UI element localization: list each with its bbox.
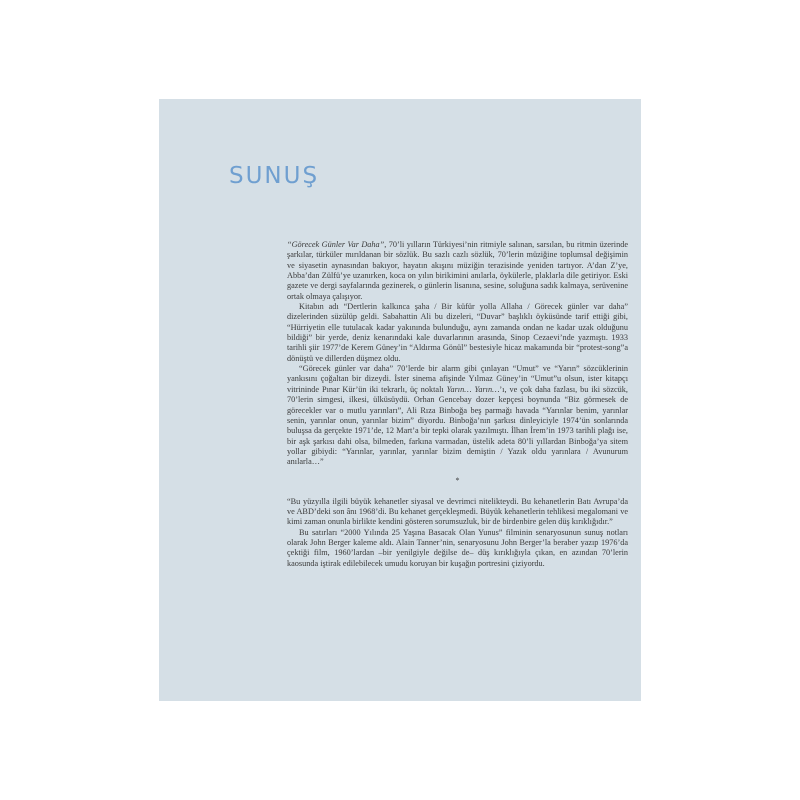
section-separator: * bbox=[455, 475, 460, 485]
paragraph-1-text: , 70’li yılların Türkiyesi’nin ritmiyle salınan, sarsılan, bu ritmin üzerinde şarkılar, türküler mırıldanan bir sözlük. Bu sazlı cazlı sözlük, 70’lerin müziğine toplumsal değişimin ve siyasetin aynasından bakıyor, hayatın akışını müziğin terazisinde yeniden tartıyor. A’dan Z’ye, Abba’dan Zülfü’ye uzanırken, koca on yılın birikimini anılarla, öykülerle, plaklarla dile getiriyor. Eski gazete ve dergi sayfalarında gezinerek, o günlerin lisanına, sesine, soluğuna sadık kalmaya, serüvenine ortak olmaya çalışıyor. bbox=[287, 240, 628, 301]
page-content bbox=[159, 99, 641, 701]
paragraph-3-text-a: “Görecek günler var daha” 70’lerde bir alarm gibi çınlayan “Umut” ve “Yarın” sözcüklerinin yankısını çoğaltan bir dizeydi. İster sinema afişinde Yılmaz Güney’in “Umut”u olsun, ister kitapçı vitrininde Pınar Kür’ün iki tekrarlı, üç noktalı bbox=[287, 364, 628, 394]
paragraph-1 bbox=[287, 240, 628, 302]
paragraph-3 bbox=[287, 364, 628, 467]
body-text bbox=[287, 240, 628, 569]
second-section bbox=[287, 497, 628, 569]
paragraph-5: Bu satırları “2000 Yılında 25 Yaşına Basacak Olan Yunus” filminin senaryosunun sunuş notları olarak John Berger kaleme aldı. Alain Tanner’nin, senaryosunu John Berger’la beraber yazıp 1976’da çektiği film, 1960’lardan –bir yenilgiyle değilse de– düş kırıklığıyla çıkan, en azından 70’lerin kaosunda iştirak edilebilecek umudu koruyan bir kuşağın portresini çiziyordu. bbox=[287, 527, 628, 568]
paragraph-3-italic: Yarın… Yarın… bbox=[446, 384, 500, 394]
paragraph-2: Kitabın adı “Dertlerin kalkınca şaha / Bir küfür yolla Allaha / Görecek günler var daha” dizelerinden süzülüp geldi. Sabahattin Ali bu dizeleri, “Duvar” başlıklı öyküsünde tarif ettiği gibi, “Hürriyetin elle tutulacak kadar yakınında bulunduğu, aynı zamanda ondan ne kadar uzak olduğunu bildiği” bir yerde, deniz kenarındaki kale duvarlarının arasında, Sinop Cezaevi’nde yazmıştı. 1933 tarihli şiir 1977’de Kerem Güney’in “Aldırma Gönül” bestesiyle hicaz makamında bir “protest-song”a dönüştü ve dillerden düşmez oldu. bbox=[287, 302, 628, 363]
paragraph-4: “Bu yüzyılla ilgili büyük kehanetler siyasal ve devrimci nitelikteydi. Bu kehanetlerin Batı Avrupa’da ve ABD’deki son ânı 1968’di. Bu kehanet gerçekleşmedi. Büyük kehanetlerin tehlikesi megalomani ve kimi zaman onunla birlikte kendini gösteren sorumsuzluk, bir de birdenbire gelen düş kırıklığıdır.” bbox=[287, 496, 628, 527]
book-page bbox=[159, 99, 641, 701]
paragraph-3-text-b: ’ı, ve çok daha fazlası, bu iki sözcük, 70’lerin simgesi, ilkesi, ülküsüydü. Orhan Gencebay dozer kepçesi boynunda “Biz görmesek de görecekler var o mutlu yarınları”, Ali Rıza Binboğa beş parmağı havada “Yarınlar benim, yarınlar senin, yarınlar onun, yarınlar bizim” diyordu. Binboğa’nın şarkısı dinleyiciyle 1974’ün sonlarında buluşsa da gerçekte 1971’de, 12 Mart’a bir tepki olarak yazılmıştı. İlhan İrem’in 1973 tarihli plağı ise, bir aşk şarkısı dahi olsa, bilmeden, farkına varmadan, üstelik adeta 80’li yıllardan Binboğa’ya sitem yollar gibiydi: “Yarınlar, yarınlar, yarınlar bizim demiştin / Yazık oldu yarınlara / Avunurum anılarla…” bbox=[287, 384, 628, 467]
page-title: SUNUŞ bbox=[229, 163, 320, 189]
book-title-italic: “Görecek Günler Var Daha” bbox=[287, 240, 385, 249]
